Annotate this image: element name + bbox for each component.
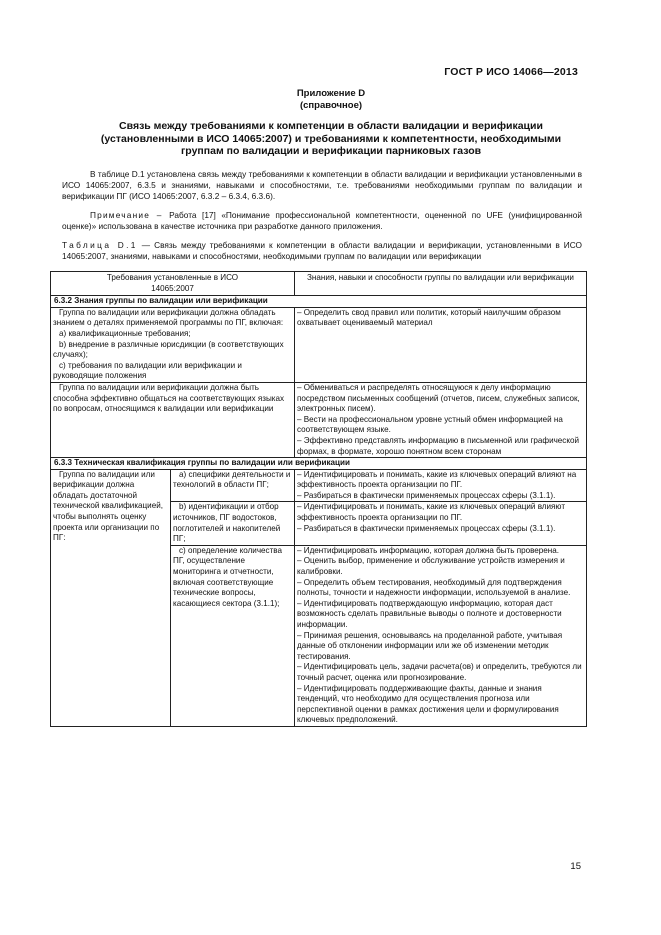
cell-line: b) внедрение в различные юрисдикции (в соответствующих случаях); [53, 339, 284, 360]
page-number: 15 [570, 861, 581, 872]
table-row [51, 382, 587, 457]
header-knowledge: Знания, навыки и способности группы по валидации или верификации [295, 272, 587, 296]
table-row [51, 307, 587, 382]
section-title: 6.3.3 Техническая квалификация группы по валидации или верификации [51, 458, 587, 470]
cell-line: – Разбираться в фактически применяемых процессах сферы (3.1.1). [297, 490, 556, 500]
requirements-table [50, 271, 587, 727]
cell-line: – Определить свод правил или политик, который наилучшим образом охватывает оцениваемый материал [297, 307, 561, 328]
heading-line: (установленными в ИСО 14065:2007) и требованиями к компетентности, необходимыми [100, 132, 562, 145]
section-row [51, 296, 587, 308]
cell-line: – Вести на профессиональном уровне устный обмен информацией на соответствующем языке. [297, 414, 563, 435]
cell-line: – Оценить выбор, применение и обслуживание устройств измерения и калибровки. [297, 556, 565, 577]
heading-line: Связь между требованиями к компетенции в области валидации и верификации [119, 120, 543, 132]
note-text: Работа [17] «Понимание профессиональной компетентности, оцененной по UFE (унифицированной оценке)» использована в качестве источника при разработке данного приложения. [62, 210, 582, 231]
requirement-cell [51, 307, 295, 382]
cell-line: – Идентифицировать информацию, которая должна быть проверена. [297, 545, 560, 555]
header-requirements: Требования установленные в ИСО 14065:2007 [51, 272, 295, 296]
table-caption-label: Таблица D.1 [62, 240, 138, 250]
table-row [51, 469, 587, 502]
cell-line: c) требования по валидации или верификации и руководящие положения [53, 360, 242, 381]
cell-line: а) квалификационные требования; [59, 328, 191, 338]
table-caption-text: — Связь между требованиями к компетенции в области валидации и верификации, установленными в ИСО 14065:2007, знаниями, навыками и способностями, необходимыми группам по валидации или верификации [62, 240, 582, 261]
cell-line: – Идентифицировать подтверждающую информацию, которая даст возможность сделать правильные выводы о полноте и достоверности информации. [297, 598, 562, 629]
sub-requirement-cell: c) определение количества ПГ, осуществление мониторинга и отчетности, включая соответствующие технические вопросы, касающиеся сектора (3.1.1); [171, 545, 295, 726]
section-row [51, 458, 587, 470]
note-label: Примечание – [90, 210, 170, 220]
standard-designation: ГОСТ Р ИСО 14066—2013 [444, 66, 578, 78]
cell-line: Группа по валидации или верификации должна обладать знанием о деталях применяемой программы по ПГ, включая: [53, 307, 284, 328]
knowledge-cell [295, 382, 587, 457]
knowledge-cell [295, 307, 587, 382]
cell-line: – Идентифицировать и понимать, какие из ключевых операций влияют эффективность проекта организации по ПГ. [297, 502, 566, 523]
appendix-subtitle: (справочное) [299, 100, 363, 111]
knowledge-cell [295, 502, 587, 545]
cell-line: – Обмениваться и распределять относящуюся к делу информацию посредством письменных сообщений (отчетов, писем, служебных записок, электронных писем). [297, 382, 580, 414]
sub-requirement-cell: а) специфики деятельности и технологий в области ПГ; [171, 469, 295, 502]
table-caption [62, 240, 582, 262]
table-header-row [51, 272, 587, 296]
knowledge-cell [295, 545, 587, 726]
cell-line: – Идентифицировать поддерживающие факты, данные и знания тенденций, что необходимо для осуществления прогноза или перспективной оценки в рамках достижения цели и формулирования ключевых предположений. [297, 683, 559, 725]
cell-line: Группа по валидации или верификации должна быть способна эффективно общаться на соответствующих языках по вопросам, относящимся к валидации или верификации [53, 382, 285, 414]
heading-line: группам по валидации и верификации парниковых газов [180, 145, 482, 157]
appendix-title: Приложение D [296, 88, 366, 99]
cell-line: – Эффективно представлять информацию в письменной или графической формах, в формате, хорошо понятном всем сторонам [297, 435, 580, 456]
cell-line: – Определить объем тестирования, необходимый для подтверждения полноты, точности и надежности информации, используемой в анализе. [297, 577, 571, 598]
cell-line: – Идентифицировать и понимать, какие из ключевых операций влияют на эффективность проекта организации по ПГ. [297, 469, 577, 490]
cell-line: – Идентифицировать цель, задачи расчета(ов) и определить, требуются ли точный расчет, оценка или прогнозирование. [297, 662, 582, 682]
intro-paragraph: В таблице D.1 установлена связь между требованиями к компетенции в области валидации и верификации установленными в ИСО 14065:2007, 6.3.5 и знаниями, навыками и способностями, т.е. требованиями необходимыми группам по валидации и верификации ПГ (ИСО 14065:2007, 6.3.2 – 6.3.4, 6.3.6). [62, 169, 582, 201]
sub-requirement-cell: b) идентификации и отбор источников, ПГ водостоков, поглотителей и накопителей ПГ; [171, 502, 295, 545]
cell-line: – Принимая решения, основываясь на проделанной работе, учитывая данные об отклонении информации или же об изменении методик тестирования. [297, 630, 563, 661]
section-title: 6.3.2 Знания группы по валидации или верификации [51, 296, 587, 308]
requirement-cell: Группа по валидации или верификации должна обладать достаточной технической квалификацией, чтобы выполнять оценку проекта или организации по ПГ: [51, 469, 171, 726]
requirement-cell [51, 382, 295, 457]
knowledge-cell [295, 469, 587, 502]
cell-line: – Разбираться в фактически применяемых процессах сферы (3.1.1). [297, 523, 556, 533]
appendix-heading [50, 120, 612, 158]
note-paragraph [62, 210, 582, 232]
